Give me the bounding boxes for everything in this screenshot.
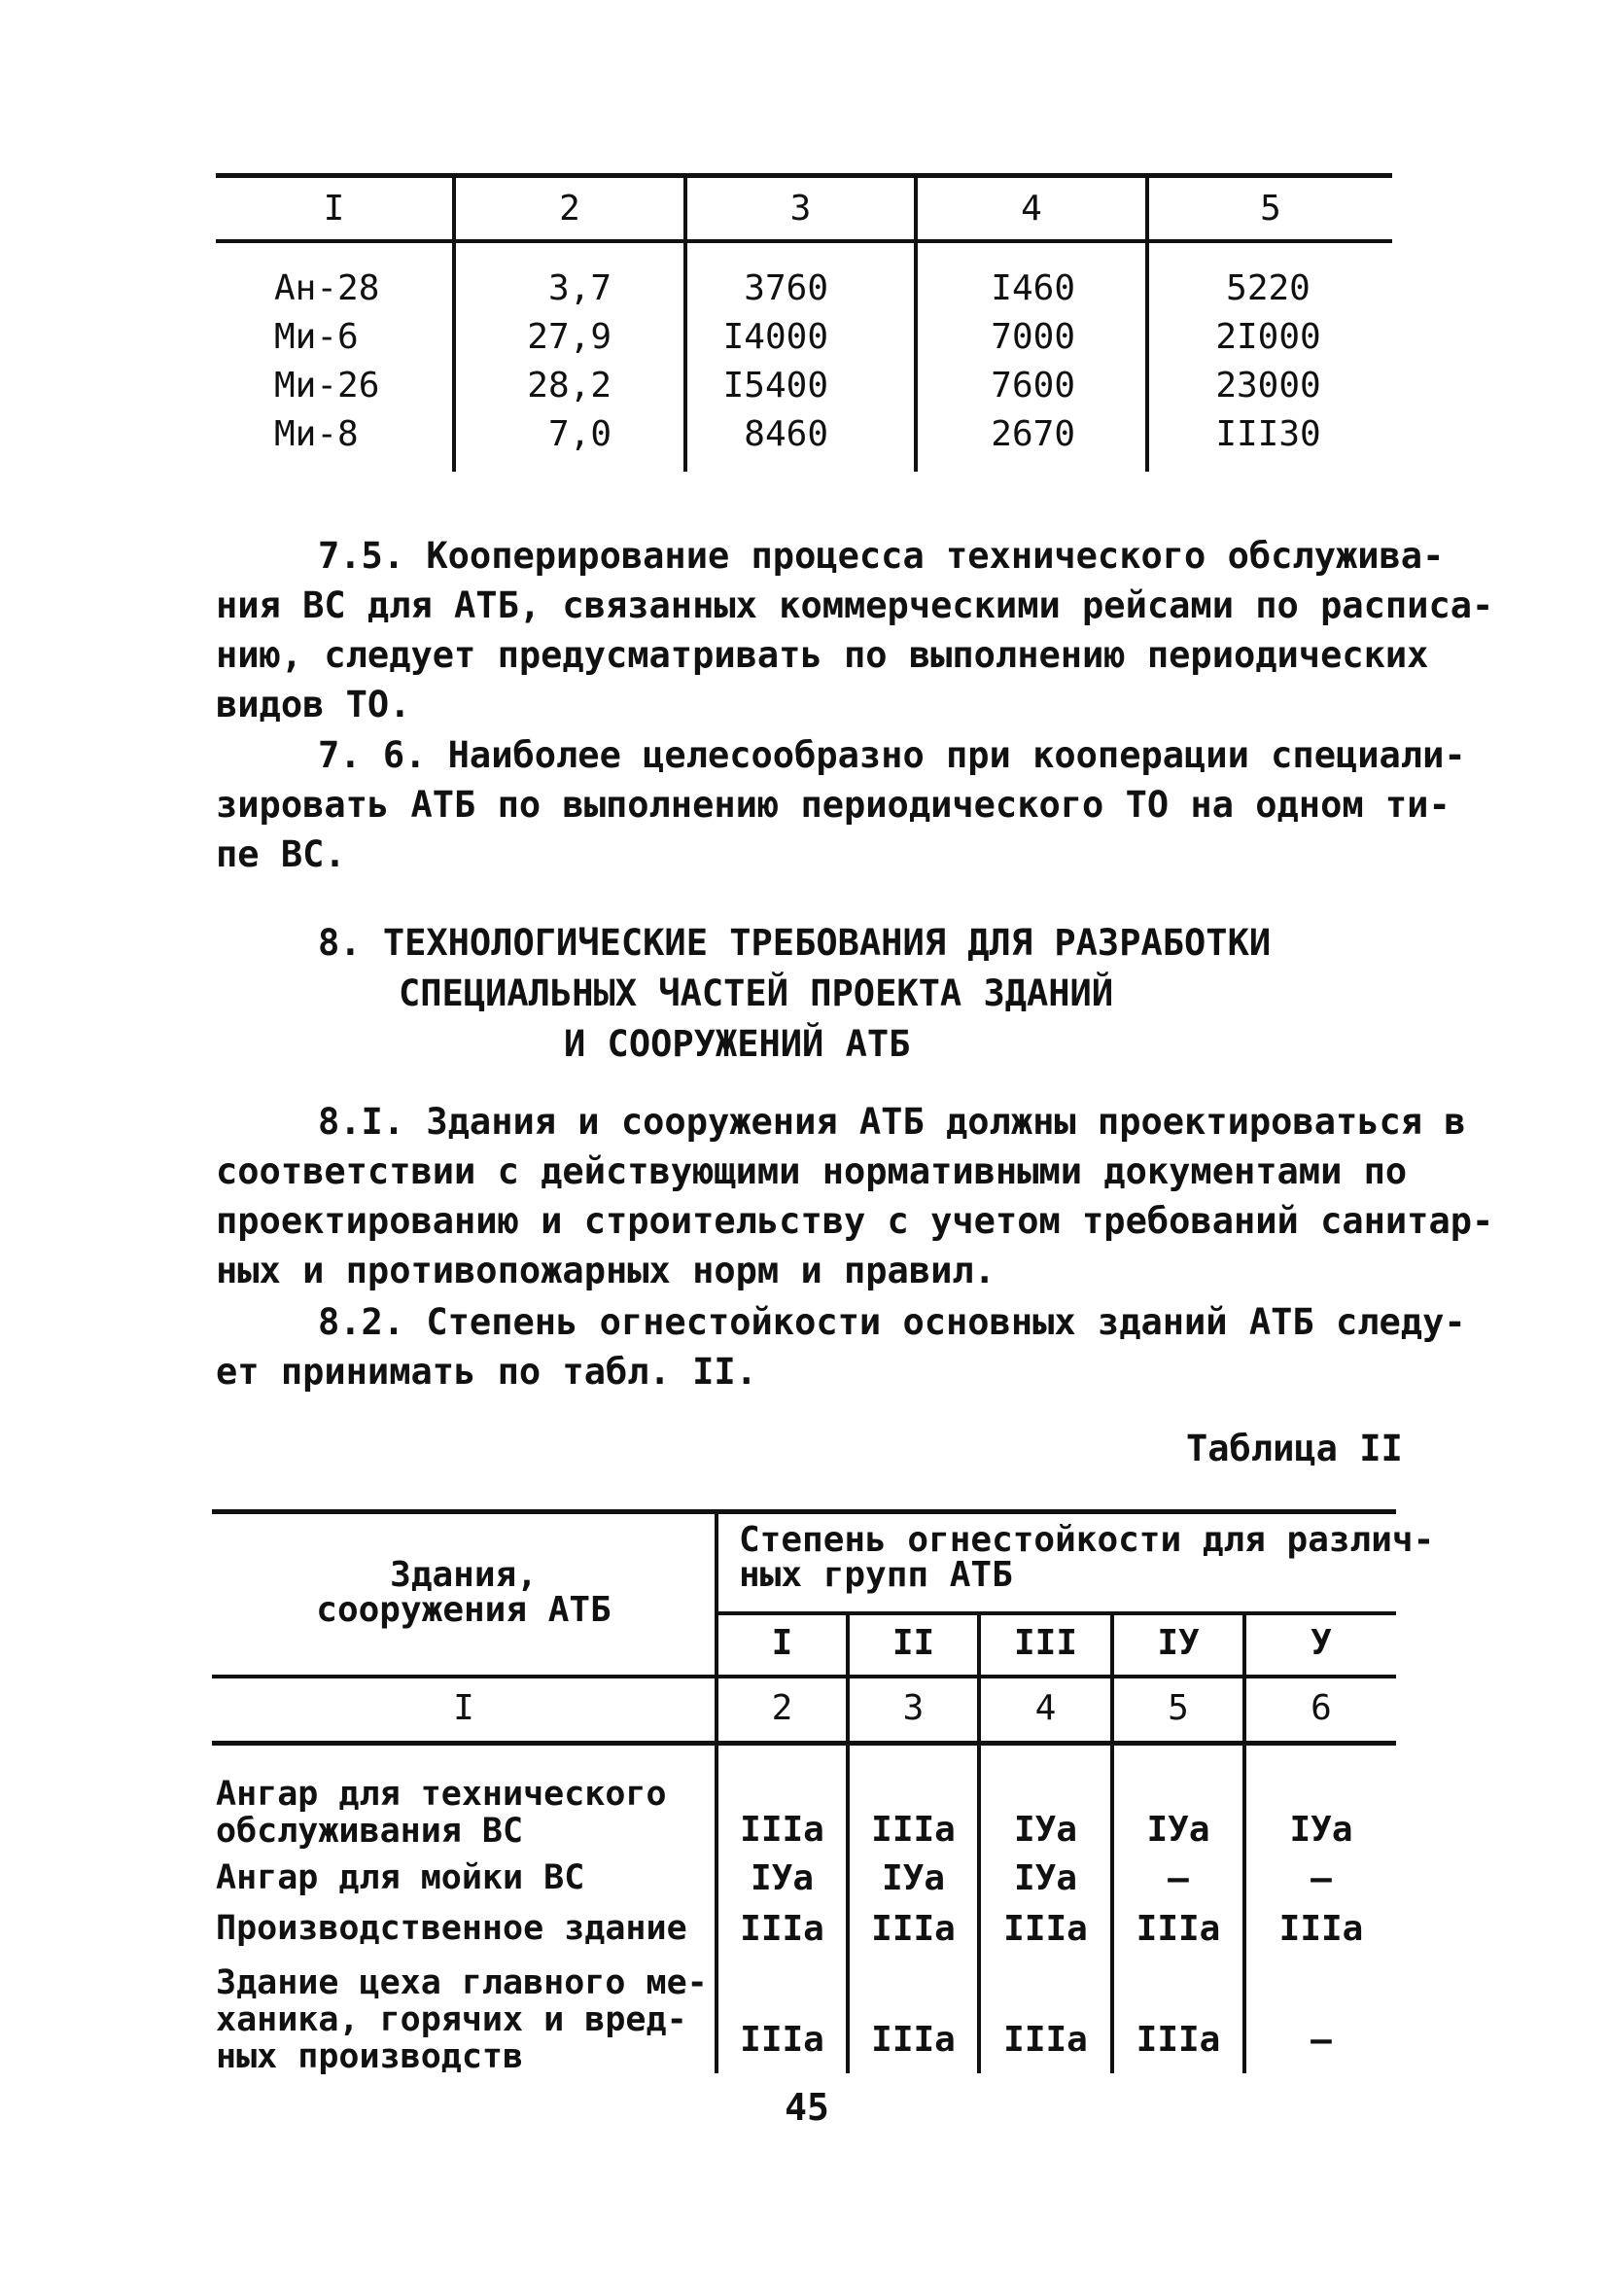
aircraft-type-cell: Ми-6	[274, 317, 359, 357]
header-line: ных групп АТБ	[739, 1555, 1013, 1595]
label-line: Ангар для мойки ВС	[216, 1858, 585, 1897]
table-cell: 5220	[1226, 268, 1311, 308]
column-header: 2	[559, 189, 580, 229]
table-row-label	[216, 1859, 712, 1896]
group-header-rule	[717, 1611, 1396, 1615]
table-cell: IIIа	[1136, 1909, 1221, 1949]
table-cell: 8460	[744, 414, 828, 454]
column-number: 4	[1034, 1688, 1057, 1728]
column-header: 5	[1260, 189, 1281, 229]
table-top-rule	[212, 1509, 1396, 1514]
paragraph-7-5	[216, 531, 1494, 729]
table-cell: IIIа	[1278, 1909, 1364, 1949]
table-cell: III30	[1215, 414, 1321, 454]
header-line: сооружения АТБ	[316, 1590, 612, 1630]
text-line: проектированию и строительству с учетом требований санитар-	[216, 1200, 1494, 1242]
label-line: Производственное здание	[216, 1909, 687, 1948]
text-line: 7. 6. Наиболее целесообразно при кооперации специали-	[318, 734, 1466, 776]
column-header: 3	[789, 189, 812, 229]
table-cell: 2670	[991, 414, 1075, 454]
text-line: ных и противопожарных норм и правил.	[216, 1250, 996, 1291]
table-cell: I460	[991, 268, 1075, 308]
paragraph-8-1	[216, 1097, 1494, 1295]
table-cell: IIIа	[740, 1810, 824, 1850]
aircraft-type-cell: Ми-8	[274, 414, 359, 454]
table-cell: IIIа	[871, 1909, 956, 1949]
group-column-header: I	[771, 1623, 793, 1663]
table-cell: I4000	[722, 317, 828, 357]
table-cell: IIIа	[1003, 2020, 1088, 2060]
column-number: 6	[1311, 1688, 1332, 1728]
table-cell: IУа	[881, 1858, 946, 1898]
text-line: зировать АТБ по выполнению периодического ТО на одном ти-	[216, 784, 1451, 826]
table-cell: IIIа	[871, 2020, 956, 2060]
text-line: ет принимать по табл. II.	[216, 1351, 757, 1393]
group-column-header: У	[1311, 1623, 1332, 1663]
table-cell: 3760	[744, 268, 828, 308]
aircraft-type-cell: Ан-28	[274, 268, 380, 308]
heading-line: СПЕЦИАЛЬНЫХ ЧАСТЕЙ ПРОЕКТА ЗДАНИЙ	[399, 972, 1114, 1014]
group-column-header: III	[1013, 1623, 1078, 1663]
column-number: 5	[1168, 1688, 1189, 1728]
table-cell: IIIа	[871, 1810, 956, 1850]
table-cell: IIIа	[1136, 2020, 1221, 2060]
heading-line: И СООРУЖЕНИЙ АТБ	[564, 1023, 911, 1065]
header-rule	[212, 1675, 1396, 1678]
table-row-label	[216, 1964, 712, 2075]
table-top-rule	[216, 173, 1392, 178]
text-line: 8.I. Здания и сооружения АТБ должны проектироваться в	[318, 1101, 1466, 1143]
label-line: Здание цеха главного ме-	[216, 1963, 708, 2002]
table-cell: 7,0	[547, 414, 612, 454]
heading-line: 8. ТЕХНОЛОГИЧЕСКИЕ ТРЕБОВАНИЯ ДЛЯ РАЗРАБОТКИ	[318, 922, 1272, 964]
table-cell: IУа	[1013, 1858, 1078, 1898]
table-cell: IУа	[1289, 1810, 1353, 1850]
table-cell: –	[1168, 1858, 1189, 1898]
paragraph-8-2	[216, 1297, 1466, 1396]
table-cell: 7000	[991, 317, 1075, 357]
table-cell: –	[1311, 2020, 1332, 2060]
column-header: I	[323, 189, 345, 229]
table-cell: IУа	[1013, 1810, 1078, 1850]
table-cell: 27,9	[527, 317, 612, 357]
column-number-rule	[212, 1741, 1396, 1746]
label-line: Ангар для технического	[216, 1775, 667, 1814]
table-cell: IУа	[1146, 1810, 1210, 1850]
table-row-label	[216, 1910, 712, 1947]
text-line: 7.5. Кооперирование процесса технического обслужива-	[318, 535, 1445, 577]
page-number: 45	[785, 2086, 829, 2129]
table-row-label	[216, 1776, 712, 1850]
table-cell: IIIа	[740, 1909, 824, 1949]
column-header: 4	[1021, 189, 1042, 229]
header-line: Здания,	[390, 1555, 538, 1595]
column-divider	[715, 1509, 718, 2073]
column-number: 3	[902, 1688, 925, 1728]
text-line: соответствии с действующими нормативными документами по	[216, 1150, 1408, 1192]
aircraft-type-cell: Ми-26	[274, 366, 380, 406]
table-cell: IIIа	[1003, 1909, 1088, 1949]
column-number: I	[453, 1688, 474, 1728]
label-line: ханика, горячих и вред-	[216, 2000, 687, 2039]
text-line: нию, следует предусматривать по выполнению периодических	[216, 634, 1429, 676]
table-cell: IIIа	[740, 2020, 824, 2060]
text-line: пе ВС.	[216, 833, 346, 875]
table-cell: 2I000	[1215, 317, 1321, 357]
text-line: видов ТО.	[216, 684, 411, 725]
buildings-column-header	[216, 1555, 712, 1630]
table-cell: 7600	[991, 366, 1075, 406]
table-header-rule	[216, 239, 1392, 243]
table-cell: 3,7	[547, 268, 612, 308]
text-line: ния ВС для АТБ, связанных коммерческими рейсами по расписа-	[216, 584, 1494, 626]
table-caption: Таблица II	[1186, 1428, 1403, 1469]
label-line: обслуживания ВС	[216, 1812, 524, 1851]
paragraph-7-6	[216, 730, 1466, 879]
label-line: ных производств	[216, 2037, 524, 2076]
text-line: 8.2. Степень огнестойкости основных зданий АТБ следу-	[318, 1301, 1466, 1343]
column-number: 2	[771, 1688, 793, 1728]
header-line: Степень огнестойкости для различ-	[739, 1520, 1435, 1560]
group-column-header: II	[891, 1623, 935, 1663]
table-cell: –	[1311, 1858, 1332, 1898]
table-cell: I5400	[722, 366, 828, 406]
group-column-header: IУ	[1157, 1623, 1200, 1663]
table-cell: IУа	[750, 1858, 815, 1898]
table-cell: 28,2	[527, 366, 612, 406]
table-cell: 23000	[1215, 366, 1321, 406]
fire-resistance-group-header	[739, 1520, 1435, 1595]
